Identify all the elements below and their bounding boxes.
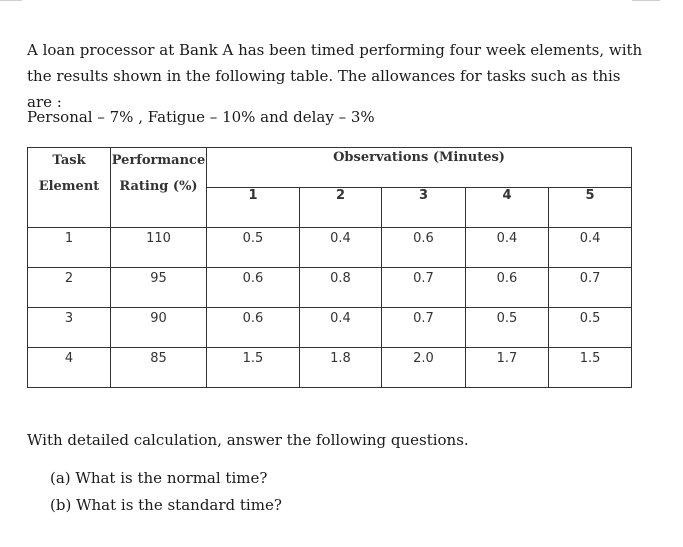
observations-table bbox=[27, 147, 632, 388]
element-cell: 2 bbox=[28, 268, 111, 308]
obs-number-3: 3 bbox=[382, 188, 466, 228]
table-row bbox=[28, 348, 632, 388]
observation-cell: 2.0 bbox=[382, 348, 466, 388]
observation-cell: 0.8 bbox=[300, 268, 382, 308]
element-cell: 4 bbox=[28, 348, 111, 388]
problem-intro: A loan processor at Bank A has been timed performing four week elements, with the results shown in the following table. The allowances for tasks such as this are : bbox=[27, 41, 643, 111]
observation-cell: 0.4 bbox=[300, 308, 382, 348]
rating-header-line1: Performance bbox=[111, 153, 206, 168]
observation-cell: 0.6 bbox=[207, 308, 300, 348]
observation-cell: 0.6 bbox=[382, 228, 466, 268]
page-top-rule-left bbox=[0, 0, 22, 1]
table-row bbox=[28, 228, 632, 268]
observation-cell: 0.4 bbox=[466, 228, 549, 268]
observations-header: Observations (Minutes) bbox=[207, 148, 632, 188]
observation-cell: 0.4 bbox=[549, 228, 632, 268]
observation-cell: 1.5 bbox=[549, 348, 632, 388]
observation-cell: 0.6 bbox=[207, 268, 300, 308]
task-header-line1: Task bbox=[52, 153, 86, 168]
table-header-row bbox=[28, 148, 632, 188]
question-a: (a) What is the normal time? bbox=[50, 469, 268, 487]
observation-cell: 0.7 bbox=[382, 308, 466, 348]
question-b: (b) What is the standard time? bbox=[50, 496, 282, 514]
observation-cell: 0.7 bbox=[382, 268, 466, 308]
rating-cell: 85 bbox=[111, 348, 207, 388]
element-cell: 1 bbox=[28, 228, 111, 268]
page-top-rule-right bbox=[632, 0, 660, 1]
rating-cell: 95 bbox=[111, 268, 207, 308]
observation-cell: 0.5 bbox=[466, 308, 549, 348]
observation-cell: 0.5 bbox=[207, 228, 300, 268]
questions-prompt: With detailed calculation, answer the following questions. bbox=[27, 431, 469, 449]
obs-number-2: 2 bbox=[300, 188, 382, 228]
table-row bbox=[28, 308, 632, 348]
element-cell: 3 bbox=[28, 308, 111, 348]
observation-cell: 0.5 bbox=[549, 308, 632, 348]
obs-number-4: 4 bbox=[466, 188, 549, 228]
obs-number-1: 1 bbox=[207, 188, 300, 228]
observation-cell: 1.7 bbox=[466, 348, 549, 388]
table-row bbox=[28, 268, 632, 308]
rating-cell: 90 bbox=[111, 308, 207, 348]
obs-number-5: 5 bbox=[549, 188, 632, 228]
task-element-header bbox=[28, 148, 111, 228]
allowances-text: Personal – 7% , Fatigue – 10% and delay – 3% bbox=[27, 108, 375, 126]
observation-cell: 0.6 bbox=[466, 268, 549, 308]
observation-cell: 1.8 bbox=[300, 348, 382, 388]
performance-rating-header bbox=[111, 148, 207, 228]
rating-cell: 110 bbox=[111, 228, 207, 268]
observation-cell: 0.7 bbox=[549, 268, 632, 308]
rating-header-line2: Rating (%) bbox=[119, 179, 198, 194]
observation-cell: 1.5 bbox=[207, 348, 300, 388]
observation-cell: 0.4 bbox=[300, 228, 382, 268]
task-header-line2: Element bbox=[38, 179, 100, 194]
